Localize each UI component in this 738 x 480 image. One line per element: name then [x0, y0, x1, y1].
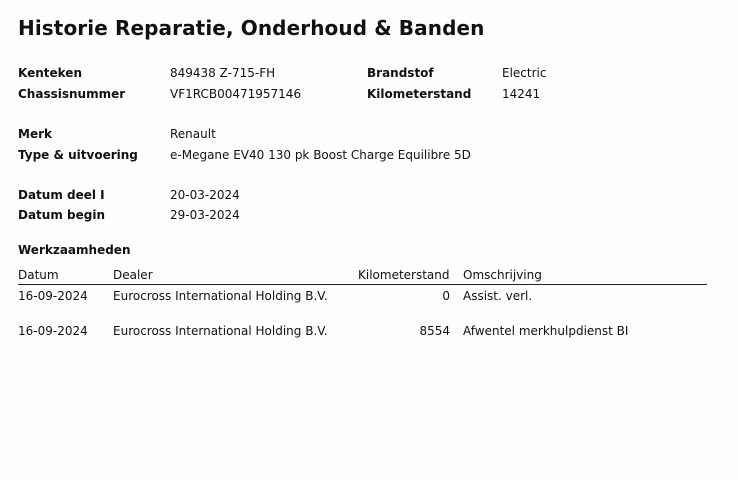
header-kilometerstand: Kilometerstand — [358, 268, 450, 282]
header-omschrijving: Omschrijving — [463, 268, 542, 282]
table-header-divider — [18, 284, 707, 285]
chassisnummer-value: VF1RCB00471957146 — [170, 87, 302, 101]
chassisnummer-label: Chassisnummer — [18, 87, 126, 101]
row-1-dealer: Eurocross International Holding B.V. — [113, 289, 328, 303]
row-2-datum: 16-09-2024 — [18, 324, 88, 338]
kenteken-value: 849438 Z-715-FH — [170, 66, 276, 80]
row-1-omschrijving: Assist. verl. — [463, 289, 533, 303]
merk-label: Merk — [18, 127, 52, 141]
brandstof-label: Brandstof — [367, 66, 434, 80]
datum-begin-value: 29-03-2024 — [170, 208, 240, 222]
row-1-kilometerstand: 0 — [442, 289, 450, 303]
werkzaamheden-title: Werkzaamheden — [18, 243, 131, 257]
header-datum: Datum — [18, 268, 59, 282]
datum-begin-label: Datum begin — [18, 208, 105, 222]
merk-value: Renault — [170, 127, 216, 141]
type-uitvoering-value: e-Megane EV40 130 pk Boost Charge Equilibre 5D — [170, 148, 471, 162]
type-uitvoering-label: Type & uitvoering — [18, 148, 138, 162]
brandstof-value: Electric — [502, 66, 547, 80]
row-1-datum: 16-09-2024 — [18, 289, 88, 303]
kenteken-label: Kenteken — [18, 66, 82, 80]
page-title: Historie Reparatie, Onderhoud & Banden — [18, 16, 485, 40]
row-2-omschrijving: Afwentel merkhulpdienst BI — [463, 324, 629, 338]
row-2-dealer: Eurocross International Holding B.V. — [113, 324, 328, 338]
datum-deel-value: 20-03-2024 — [170, 188, 240, 202]
row-2-kilometerstand: 8554 — [419, 324, 450, 338]
kilometerstand-value: 14241 — [502, 87, 541, 101]
datum-deel-label: Datum deel I — [18, 188, 105, 202]
kilometerstand-label: Kilometerstand — [367, 87, 472, 101]
header-dealer: Dealer — [113, 268, 153, 282]
